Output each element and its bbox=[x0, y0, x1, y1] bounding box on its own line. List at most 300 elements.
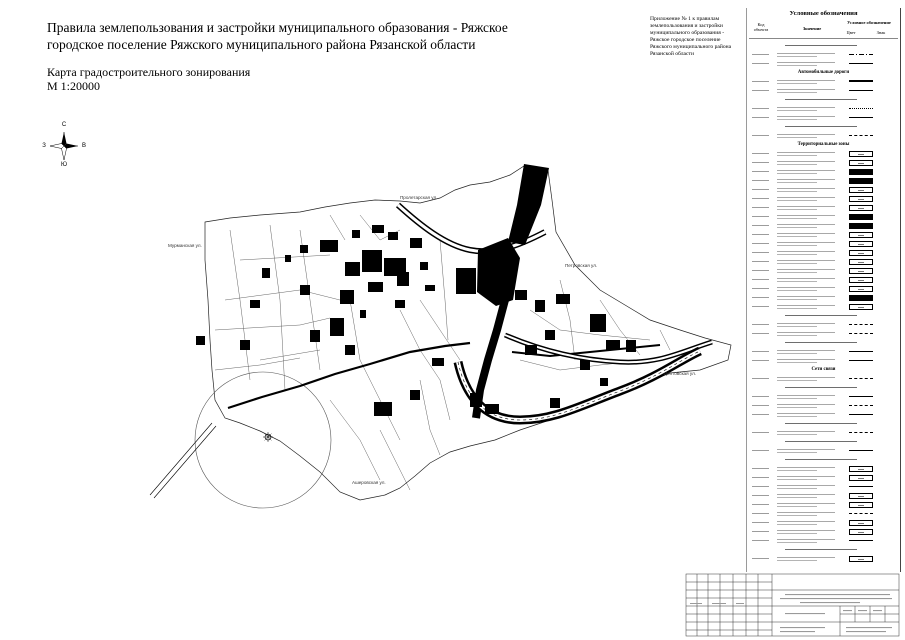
legend-section-heading bbox=[747, 122, 900, 131]
street-line bbox=[270, 225, 285, 390]
legend-row bbox=[747, 464, 900, 473]
legend-swatch-white-box-icon bbox=[849, 466, 873, 472]
legend-code bbox=[752, 360, 769, 361]
legend-label bbox=[777, 380, 817, 381]
legend-label bbox=[777, 452, 817, 453]
legend-section-heading-text bbox=[785, 315, 857, 316]
legend-label bbox=[777, 494, 835, 495]
legend-label bbox=[777, 227, 817, 228]
legend-code bbox=[752, 351, 769, 352]
legend-section-heading-text: Сети связи bbox=[811, 367, 836, 372]
compass-south-label: Ю bbox=[60, 162, 68, 168]
legend-code bbox=[752, 270, 769, 271]
legend-row bbox=[747, 59, 900, 68]
legend-code bbox=[752, 288, 769, 289]
legend-label bbox=[777, 272, 817, 273]
building-block bbox=[410, 238, 422, 248]
street-line bbox=[660, 330, 670, 350]
street-line bbox=[330, 400, 380, 480]
legend-section-heading bbox=[747, 311, 900, 320]
legend-code bbox=[752, 414, 769, 415]
legend-code bbox=[752, 279, 769, 280]
legend-label bbox=[777, 362, 817, 363]
legend-label bbox=[777, 521, 835, 522]
street-label-murmanskaya: Мурманская ул. bbox=[168, 243, 202, 248]
legend-label bbox=[777, 296, 835, 297]
legend-code bbox=[752, 171, 769, 172]
legend-panel bbox=[746, 8, 901, 572]
legend-code bbox=[752, 54, 769, 55]
legend-label bbox=[777, 353, 817, 354]
legend-row bbox=[747, 473, 900, 482]
building-block bbox=[535, 300, 545, 312]
legend-label bbox=[777, 488, 817, 489]
legend-label bbox=[777, 305, 835, 306]
building-block bbox=[372, 225, 384, 233]
legend-label bbox=[777, 287, 835, 288]
legend-swatch-dashed-line-icon bbox=[849, 324, 873, 325]
building-block bbox=[432, 358, 444, 366]
legend-swatch-dashed-line-icon bbox=[849, 333, 873, 334]
legend-swatch-black-box-icon bbox=[849, 178, 873, 184]
legend-swatch-solid-line-icon bbox=[849, 540, 873, 541]
building-block bbox=[420, 262, 428, 270]
radio-station-icon bbox=[263, 432, 273, 442]
legend-code bbox=[752, 495, 769, 496]
legend-label bbox=[777, 110, 817, 111]
legend-row bbox=[747, 167, 900, 176]
street-line bbox=[330, 215, 345, 240]
legend-row bbox=[747, 77, 900, 86]
legend-label bbox=[777, 398, 817, 399]
building-block bbox=[485, 404, 499, 414]
legend-code bbox=[752, 405, 769, 406]
legend-section-heading bbox=[747, 41, 900, 50]
legend-row bbox=[747, 248, 900, 257]
legend-row bbox=[747, 131, 900, 140]
building-block bbox=[300, 245, 308, 253]
building-block bbox=[545, 330, 555, 340]
legend-label bbox=[777, 281, 817, 282]
legend-row bbox=[747, 221, 900, 230]
legend-row bbox=[747, 527, 900, 536]
building-block bbox=[330, 318, 344, 336]
legend-label bbox=[777, 449, 835, 450]
legend-label bbox=[777, 152, 835, 153]
legend-label bbox=[777, 218, 817, 219]
legend-section-heading bbox=[747, 437, 900, 446]
street-line bbox=[230, 230, 250, 380]
building-block bbox=[310, 330, 320, 342]
appendix-line: Приложение № 1 к правилам bbox=[650, 16, 720, 22]
building-block bbox=[362, 250, 382, 272]
legend-row bbox=[747, 410, 900, 419]
legend-row bbox=[747, 149, 900, 158]
legend-code bbox=[752, 81, 769, 82]
legend-code bbox=[752, 531, 769, 532]
legend-label bbox=[777, 119, 817, 120]
legend-swatch-dash-dot-line-icon bbox=[849, 54, 873, 55]
legend-code bbox=[752, 297, 769, 298]
building-block bbox=[374, 402, 392, 416]
legend-code bbox=[752, 432, 769, 433]
document-title-line: городское поселение Ряжского муниципального района Рязанской области bbox=[47, 37, 476, 52]
legend-label bbox=[777, 179, 835, 180]
legend-label bbox=[777, 434, 817, 435]
legend-section-heading bbox=[747, 68, 900, 77]
legend-section-heading bbox=[747, 455, 900, 464]
building-block bbox=[606, 340, 620, 350]
legend-swatch-white-box-icon bbox=[849, 556, 873, 562]
legend-swatch-dashed-line-icon bbox=[849, 432, 873, 433]
appendix-line: Ряжское городское поселение bbox=[650, 37, 721, 43]
legend-label bbox=[777, 497, 817, 498]
legend-code bbox=[752, 252, 769, 253]
legend-code bbox=[752, 486, 769, 487]
legend-label bbox=[777, 326, 817, 327]
legend-label bbox=[777, 209, 817, 210]
legend-code bbox=[752, 477, 769, 478]
legend-label bbox=[777, 242, 835, 243]
highway-to-southwest bbox=[150, 423, 216, 498]
building-block bbox=[340, 290, 354, 304]
legend-swatch-white-box-icon bbox=[849, 277, 873, 283]
legend-label bbox=[777, 350, 835, 351]
legend-swatch-black-box-icon bbox=[849, 214, 873, 220]
legend-label bbox=[777, 335, 817, 336]
legend-label bbox=[777, 323, 835, 324]
legend-label bbox=[777, 278, 835, 279]
building-block bbox=[515, 290, 527, 300]
legend-row bbox=[747, 428, 900, 437]
legend-row bbox=[747, 482, 900, 491]
legend-label bbox=[777, 161, 835, 162]
legend-row bbox=[747, 176, 900, 185]
street-label-proletarskaya: Пролетарская ул. bbox=[400, 195, 438, 200]
legend-row bbox=[747, 50, 900, 59]
legend-row bbox=[747, 104, 900, 113]
legend-label bbox=[777, 134, 835, 135]
settlement-boundary bbox=[205, 166, 731, 500]
legend-code bbox=[752, 450, 769, 451]
legend-code bbox=[752, 180, 769, 181]
legend-label bbox=[777, 197, 835, 198]
legend-label bbox=[777, 245, 817, 246]
legend-swatch-solid-line-icon bbox=[849, 360, 873, 361]
compass-west-label: З bbox=[42, 143, 46, 149]
legend-label bbox=[777, 308, 817, 309]
legend-row bbox=[747, 239, 900, 248]
legend-row bbox=[747, 347, 900, 356]
building-block bbox=[368, 282, 383, 292]
legend-swatch-white-box-icon bbox=[849, 151, 873, 157]
legend-row bbox=[747, 392, 900, 401]
legend-label bbox=[777, 53, 835, 54]
legend-row bbox=[747, 230, 900, 239]
legend-label bbox=[777, 542, 817, 543]
protection-zone-circle bbox=[195, 372, 331, 508]
legend-code bbox=[752, 306, 769, 307]
building-block bbox=[240, 340, 250, 350]
legend-code bbox=[752, 207, 769, 208]
street-line bbox=[215, 358, 300, 370]
legend-column-sign: Знак bbox=[876, 30, 886, 35]
building-block bbox=[590, 314, 606, 332]
building-block bbox=[397, 272, 409, 286]
legend-label bbox=[777, 83, 817, 84]
legend-column-code: Код объекта bbox=[753, 22, 769, 32]
legend-swatch-white-box-icon bbox=[849, 259, 873, 265]
legend-label bbox=[777, 359, 835, 360]
legend-row bbox=[747, 113, 900, 122]
legend-swatch-dashed-line-icon bbox=[849, 405, 873, 406]
legend-section-heading-text: Территориальные зоны bbox=[797, 142, 850, 147]
legend-label bbox=[777, 260, 835, 261]
legend-label bbox=[777, 515, 817, 516]
building-block bbox=[360, 310, 366, 318]
legend-swatch-white-box-icon bbox=[849, 196, 873, 202]
legend-code bbox=[752, 333, 769, 334]
legend-label bbox=[777, 137, 817, 138]
legend-label bbox=[777, 254, 817, 255]
legend-code bbox=[752, 63, 769, 64]
street-line bbox=[260, 350, 320, 360]
legend-swatch-solid-line-icon bbox=[849, 450, 873, 451]
legend-row bbox=[747, 536, 900, 545]
legend-swatch-dashed-line-icon bbox=[849, 378, 873, 379]
legend-code bbox=[752, 117, 769, 118]
legend-label bbox=[777, 506, 817, 507]
legend-code bbox=[752, 396, 769, 397]
legend-label bbox=[777, 92, 817, 93]
legend-swatch-solid-line-icon bbox=[849, 90, 873, 91]
legend-label bbox=[777, 413, 835, 414]
building-block bbox=[410, 390, 420, 400]
legend-label bbox=[777, 524, 817, 525]
legend-label bbox=[777, 65, 817, 66]
document-title-line: Правила землепользования и застройки муниципального образования - Ряжское bbox=[47, 20, 508, 35]
legend-swatch-dashed-line-icon bbox=[849, 135, 873, 136]
legend-row bbox=[747, 320, 900, 329]
legend-label bbox=[777, 206, 835, 207]
appendix-line: землепользования и застройки bbox=[650, 23, 723, 29]
legend-label bbox=[777, 188, 835, 189]
map-caption bbox=[47, 65, 250, 93]
legend-swatch-white-box-icon bbox=[849, 286, 873, 292]
legend-section-heading bbox=[747, 140, 900, 149]
building-block bbox=[345, 345, 355, 355]
legend-code bbox=[752, 108, 769, 109]
legend-swatch-solid-line-icon bbox=[849, 117, 873, 118]
legend-swatch-white-box-icon bbox=[849, 475, 873, 481]
legend-swatch-solid-line-icon bbox=[849, 351, 873, 352]
legend-label bbox=[777, 332, 835, 333]
legend-row bbox=[747, 518, 900, 527]
legend-row bbox=[747, 374, 900, 383]
map-scale: М 1:20000 bbox=[47, 79, 101, 93]
legend-row bbox=[747, 329, 900, 338]
legend-label bbox=[777, 539, 835, 540]
legend-label bbox=[777, 431, 835, 432]
legend-row bbox=[747, 86, 900, 95]
legend-row bbox=[747, 500, 900, 509]
building-block bbox=[285, 255, 291, 262]
legend-swatch-white-box-icon bbox=[849, 268, 873, 274]
building-block bbox=[395, 300, 405, 308]
legend-section-heading bbox=[747, 338, 900, 347]
legend-label bbox=[777, 560, 817, 561]
legend-label bbox=[777, 164, 817, 165]
compass-rose-icon bbox=[50, 132, 78, 160]
legend-swatch-solid-line-icon bbox=[849, 396, 873, 397]
legend-label bbox=[777, 269, 835, 270]
building-block bbox=[626, 340, 636, 352]
legend-swatch-dotted-line-icon bbox=[849, 108, 873, 109]
legend-section-heading bbox=[747, 95, 900, 104]
legend-label bbox=[777, 224, 835, 225]
legend-code bbox=[752, 90, 769, 91]
legend-label bbox=[777, 407, 817, 408]
legend-swatch-solid-line-icon bbox=[849, 414, 873, 415]
legend-section-heading-text bbox=[785, 342, 857, 343]
street-line bbox=[350, 300, 400, 440]
legend-section-heading bbox=[747, 419, 900, 428]
legend-code bbox=[752, 234, 769, 235]
legend-section-heading bbox=[747, 545, 900, 554]
legend-label bbox=[777, 299, 817, 300]
legend-swatch-white-box-icon bbox=[849, 232, 873, 238]
legend-label bbox=[777, 530, 835, 531]
legend-code bbox=[752, 261, 769, 262]
legend-section-heading-text bbox=[785, 459, 857, 460]
legend-swatch-white-box-icon bbox=[849, 160, 873, 166]
street-line bbox=[420, 380, 440, 455]
building-block bbox=[580, 360, 590, 370]
legend-section-heading-text bbox=[785, 45, 857, 46]
street-line bbox=[560, 280, 575, 360]
legend-column-value: Значение bbox=[802, 26, 822, 31]
street-label-deptovskaya: Дептовская ул. bbox=[664, 371, 697, 376]
street-line bbox=[440, 240, 448, 340]
legend-section-heading-text bbox=[785, 549, 857, 550]
legend-row bbox=[747, 275, 900, 284]
legend-label bbox=[777, 182, 817, 183]
legend-label bbox=[777, 533, 817, 534]
legend-swatch-white-box-icon bbox=[849, 493, 873, 499]
appendix-line: Рязанской области bbox=[650, 51, 694, 57]
legend-section-heading-text bbox=[785, 423, 857, 424]
legend-swatch-white-box-icon bbox=[849, 502, 873, 508]
legend-row bbox=[747, 203, 900, 212]
legend-swatch-white-box-icon bbox=[849, 205, 873, 211]
legend-label bbox=[777, 557, 835, 558]
building-block bbox=[262, 268, 270, 278]
building-block bbox=[556, 294, 570, 304]
legend-code bbox=[752, 324, 769, 325]
legend-label bbox=[777, 170, 835, 171]
legend-label bbox=[777, 215, 835, 216]
building-block bbox=[550, 398, 560, 408]
appendix-line: Ряжского муниципального района bbox=[650, 44, 732, 50]
legend-swatch-white-box-icon bbox=[849, 520, 873, 526]
appendix-note bbox=[650, 16, 731, 58]
legend-swatch-black-box-icon bbox=[849, 223, 873, 229]
legend-label bbox=[777, 200, 817, 201]
legend-code bbox=[752, 216, 769, 217]
street-line bbox=[225, 290, 340, 300]
legend-code bbox=[752, 468, 769, 469]
legend-label bbox=[777, 290, 817, 291]
map-subtitle: Карта градостроительного зонирования bbox=[47, 65, 251, 79]
legend-code bbox=[752, 522, 769, 523]
legend-label bbox=[777, 479, 817, 480]
compass-north-label: С bbox=[61, 122, 67, 128]
building-block bbox=[352, 230, 360, 238]
legend-row bbox=[747, 509, 900, 518]
legend-section-heading-text bbox=[785, 387, 857, 388]
legend-label bbox=[777, 80, 835, 81]
legend-label bbox=[777, 62, 835, 63]
legend-label bbox=[777, 236, 817, 237]
legend-title: Условные обозначения bbox=[789, 10, 858, 17]
legend-label bbox=[777, 107, 835, 108]
building-block bbox=[388, 232, 398, 240]
legend-row bbox=[747, 293, 900, 302]
legend-label bbox=[777, 485, 835, 486]
legend-label bbox=[777, 476, 835, 477]
legend-section-heading-text bbox=[785, 99, 857, 100]
legend-label bbox=[777, 56, 817, 57]
title-block-text bbox=[690, 594, 892, 632]
legend-label bbox=[777, 377, 835, 378]
legend-label bbox=[777, 263, 817, 264]
legend-label bbox=[777, 467, 835, 468]
legend-label bbox=[777, 251, 835, 252]
legend-swatch-white-box-icon bbox=[849, 304, 873, 310]
legend-swatch-solid-line-icon bbox=[849, 486, 873, 487]
legend-swatch-white-box-icon bbox=[849, 250, 873, 256]
legend-code bbox=[752, 513, 769, 514]
building-block bbox=[456, 268, 476, 294]
building-block bbox=[320, 240, 338, 252]
legend-section-heading bbox=[747, 383, 900, 392]
legend-column-symbol: Условное обозначение bbox=[847, 20, 891, 25]
legend-header-divider bbox=[749, 38, 898, 39]
building-block bbox=[300, 285, 310, 295]
legend-code bbox=[752, 225, 769, 226]
appendix-line: муниципального образования - bbox=[650, 30, 725, 36]
legend-code bbox=[752, 504, 769, 505]
legend-section-heading-text bbox=[785, 126, 857, 127]
legend-swatch-white-box-icon bbox=[849, 529, 873, 535]
legend-row bbox=[747, 257, 900, 266]
legend-body bbox=[747, 41, 900, 563]
railway-station-area bbox=[477, 238, 520, 306]
legend-swatch-solid-line-icon bbox=[849, 63, 873, 64]
building-block bbox=[425, 285, 435, 291]
legend-code bbox=[752, 198, 769, 199]
legend-label bbox=[777, 155, 817, 156]
legend-swatch-black-box-icon bbox=[849, 295, 873, 301]
legend-row bbox=[747, 302, 900, 311]
document-title bbox=[47, 19, 508, 53]
legend-row bbox=[747, 491, 900, 500]
building-block bbox=[196, 336, 205, 345]
legend-code bbox=[752, 243, 769, 244]
legend-column-color: Цвет bbox=[846, 30, 856, 35]
legend-label bbox=[777, 191, 817, 192]
legend-row bbox=[747, 266, 900, 275]
